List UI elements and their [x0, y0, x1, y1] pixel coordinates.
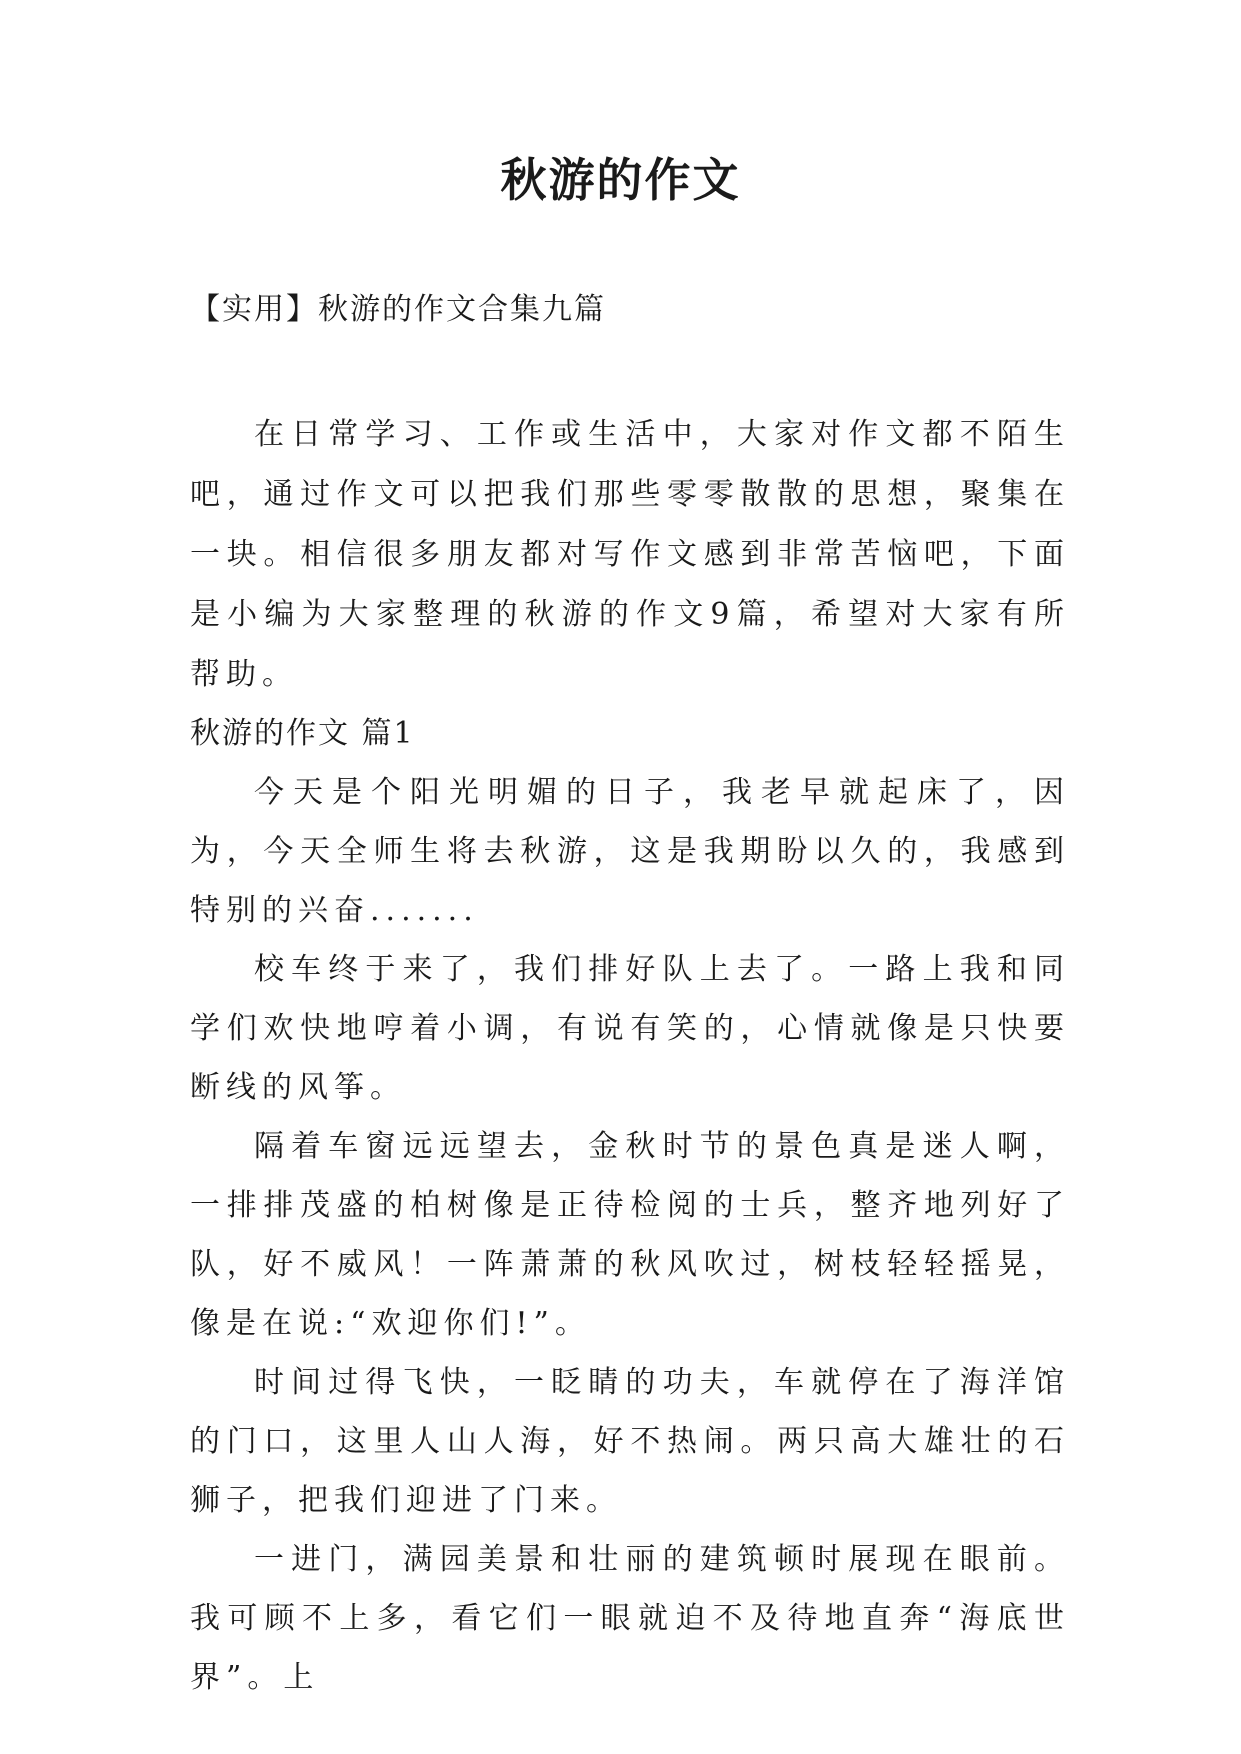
body-paragraph: 今天是个阳光明媚的日子，我老早就起床了，因为，今天全师生将去秋游，这是我期盼以久的，我感到特别的兴奋....... [190, 775, 1070, 928]
document-body [190, 405, 1070, 1707]
body-paragraph: 时间过得飞快，一眨睛的功夫，车就停在了海洋馆的门口，这里人山人海，好不热闹。两只高大雄壮的石狮子，把我们迎进了门来。 [190, 1365, 1070, 1518]
document-subtitle: 【实用】秋游的作文合集九篇 [190, 292, 606, 327]
intro-paragraph: 在日常学习、工作或生活中，大家对作文都不陌生吧，通过作文可以把我们那些零零散散的思想，聚集在一块。相信很多朋友都对写作文感到非常苦恼吧，下面是小编为大家整理的秋游的作文9篇，希望对大家有所帮助。 [190, 417, 1070, 692]
document-title: 秋游的作文 [500, 153, 741, 207]
section-heading: 秋游的作文 篇1 [190, 716, 415, 751]
body-paragraph: 隔着车窗远远望去，金秋时节的景色真是迷人啊，一排排茂盛的柏树像是正待检阅的士兵，整齐地列好了队，好不威风！一阵萧萧的秋风吹过，树枝轻轻摇晃，像是在说:“欢迎你们!”。 [190, 1129, 1070, 1341]
body-paragraph: 校车终于来了，我们排好队上去了。一路上我和同学们欢快地哼着小调，有说有笑的，心情就像是只快要断线的风筝。 [190, 952, 1070, 1105]
body-paragraph: 一进门，满园美景和壮丽的建筑顿时展现在眼前。我可顾不上多，看它们一眼就迫不及待地直奔“海底世界”。上 [190, 1542, 1070, 1695]
